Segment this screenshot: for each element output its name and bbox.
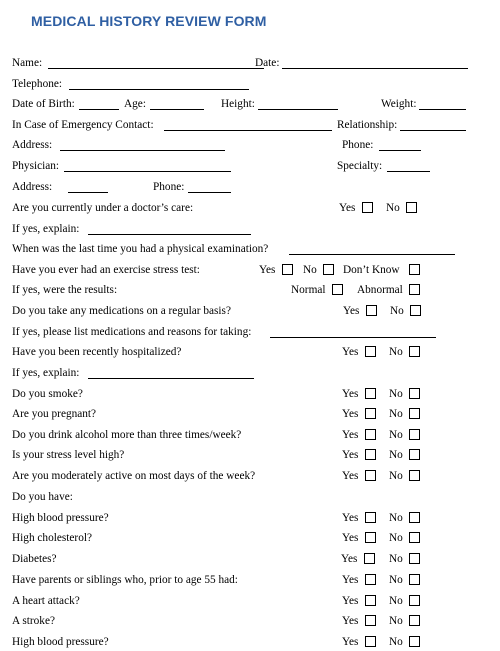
yes-checkbox[interactable] xyxy=(362,202,373,213)
yes-label: Yes xyxy=(339,202,356,214)
last-exam-field[interactable] xyxy=(289,254,455,255)
phone-field[interactable] xyxy=(379,150,421,151)
question-text: High cholesterol? xyxy=(12,532,92,544)
phone2-field[interactable] xyxy=(188,192,231,193)
yes-checkbox[interactable] xyxy=(365,388,376,399)
no-label: No xyxy=(389,346,403,358)
question-text: High blood pressure? xyxy=(12,636,109,648)
no-label: No xyxy=(389,615,403,627)
yes-checkbox[interactable] xyxy=(365,595,376,606)
row-telephone xyxy=(12,76,488,92)
question-text: If yes, were the results: xyxy=(12,284,118,296)
question-stress-level xyxy=(12,447,488,463)
question-text: Do you take any medications on a regular basis? xyxy=(12,305,231,317)
row-physician-specialty xyxy=(12,158,488,174)
address2-field[interactable] xyxy=(68,192,108,193)
abnormal-label: Abnormal xyxy=(357,284,403,296)
yes-checkbox[interactable] xyxy=(365,574,376,585)
no-checkbox[interactable] xyxy=(410,305,421,316)
no-label: No xyxy=(386,202,400,214)
yes-label: Yes xyxy=(259,264,276,276)
question-text: A stroke? xyxy=(12,615,55,627)
question-text: Have you been recently hospitalized? xyxy=(12,346,182,358)
question-alcohol xyxy=(12,427,488,443)
no-label: No xyxy=(303,264,317,276)
specialty-field[interactable] xyxy=(387,171,430,172)
row-name-date xyxy=(12,55,488,71)
no-checkbox[interactable] xyxy=(409,595,420,606)
age-label: Age: xyxy=(124,98,146,110)
name-field[interactable] xyxy=(48,68,264,69)
yes-label: Yes xyxy=(343,305,360,317)
yes-checkbox[interactable] xyxy=(366,305,377,316)
question-text: Are you pregnant? xyxy=(12,408,97,420)
address2-label: Address: xyxy=(12,181,53,193)
question-text: Are you moderately active on most days of the week? xyxy=(12,470,256,482)
phone2-label: Phone: xyxy=(153,181,185,193)
list-medications-label: If yes, please list medications and reasons for taking: xyxy=(12,326,252,338)
question-active xyxy=(12,468,488,484)
no-label: No xyxy=(389,636,403,648)
no-checkbox[interactable] xyxy=(409,429,420,440)
no-checkbox[interactable] xyxy=(409,532,420,543)
no-checkbox[interactable] xyxy=(409,636,420,647)
relationship-label: Relationship: xyxy=(337,119,398,131)
if-yes-explain-label: If yes, explain: xyxy=(12,367,80,379)
question-diabetes xyxy=(12,551,488,567)
question-text: Do you smoke? xyxy=(12,388,83,400)
date-field[interactable] xyxy=(282,68,468,69)
question-stroke xyxy=(12,613,488,629)
question-smoke xyxy=(12,386,488,402)
yes-checkbox[interactable] xyxy=(365,408,376,419)
name-label: Name: xyxy=(12,57,43,69)
last-exam-label: When was the last time you had a physical examination? xyxy=(12,243,269,255)
weight-field[interactable] xyxy=(419,109,466,110)
question-high-cholesterol xyxy=(12,530,488,546)
no-checkbox[interactable] xyxy=(406,202,417,213)
no-label: No xyxy=(389,553,403,565)
date-label: Date: xyxy=(255,57,280,69)
question-stress-test xyxy=(12,262,488,278)
yes-label: Yes xyxy=(342,449,359,461)
row-dob-age-height-weight xyxy=(12,96,488,112)
dont-know-label: Don’t Know xyxy=(343,264,400,276)
yes-label: Yes xyxy=(342,532,359,544)
abnormal-checkbox[interactable] xyxy=(409,284,420,295)
address-field[interactable] xyxy=(60,150,225,151)
yes-checkbox[interactable] xyxy=(365,512,376,523)
yes-label: Yes xyxy=(342,636,359,648)
no-label: No xyxy=(389,595,403,607)
no-checkbox[interactable] xyxy=(409,346,420,357)
row-if-yes-explain-1 xyxy=(12,221,488,237)
relationship-field[interactable] xyxy=(400,130,466,131)
yes-checkbox[interactable] xyxy=(364,553,375,564)
question-text: High blood pressure? xyxy=(12,512,109,524)
height-label: Height: xyxy=(221,98,255,110)
explain-field[interactable] xyxy=(88,234,251,235)
yes-checkbox[interactable] xyxy=(365,449,376,460)
row-address2-phone2 xyxy=(12,179,488,195)
row-list-medications xyxy=(12,324,488,340)
yes-label: Yes xyxy=(342,595,359,607)
no-checkbox[interactable] xyxy=(409,574,420,585)
no-label: No xyxy=(389,388,403,400)
physician-label: Physician: xyxy=(12,160,60,172)
form-title: MEDICAL HISTORY REVIEW FORM xyxy=(31,13,267,29)
do-you-have-label: Do you have: xyxy=(12,491,73,503)
row-emergency-contact xyxy=(12,117,488,133)
question-family-history xyxy=(12,572,488,588)
weight-label: Weight: xyxy=(381,98,417,110)
yes-label: Yes xyxy=(342,615,359,627)
yes-checkbox[interactable] xyxy=(365,470,376,481)
no-checkbox[interactable] xyxy=(409,553,420,564)
question-hospitalized xyxy=(12,344,488,360)
row-address-phone xyxy=(12,137,488,153)
question-text: Diabetes? xyxy=(12,553,57,565)
telephone-label: Telephone: xyxy=(12,78,63,90)
no-checkbox[interactable] xyxy=(323,264,334,275)
question-text: Is your stress level high? xyxy=(12,449,125,461)
age-field[interactable] xyxy=(150,109,204,110)
no-checkbox[interactable] xyxy=(409,449,420,460)
yes-checkbox[interactable] xyxy=(365,346,376,357)
normal-label: Normal xyxy=(291,284,326,296)
if-yes-explain-label: If yes, explain: xyxy=(12,223,80,235)
yes-label: Yes xyxy=(342,512,359,524)
yes-checkbox[interactable] xyxy=(365,532,376,543)
physician-field[interactable] xyxy=(64,171,231,172)
question-doctor-care xyxy=(12,200,488,216)
no-checkbox[interactable] xyxy=(409,408,420,419)
no-checkbox[interactable] xyxy=(409,470,420,481)
yes-label: Yes xyxy=(342,408,359,420)
question-high-bp xyxy=(12,510,488,526)
yes-label: Yes xyxy=(342,574,359,586)
emergency-contact-label: In Case of Emergency Contact: xyxy=(12,119,154,131)
dob-label: Date of Birth: xyxy=(12,98,75,110)
dont-know-checkbox[interactable] xyxy=(409,264,420,275)
address-label: Address: xyxy=(12,139,53,151)
no-label: No xyxy=(389,449,403,461)
question-pregnant xyxy=(12,406,488,422)
dob-field[interactable] xyxy=(79,109,119,110)
question-results xyxy=(12,282,488,298)
yes-label: Yes xyxy=(341,553,358,565)
yes-label: Yes xyxy=(342,470,359,482)
yes-checkbox[interactable] xyxy=(365,636,376,647)
yes-checkbox[interactable] xyxy=(282,264,293,275)
telephone-field[interactable] xyxy=(69,89,249,90)
yes-label: Yes xyxy=(342,346,359,358)
yes-label: Yes xyxy=(342,388,359,400)
row-last-exam xyxy=(12,241,488,257)
no-checkbox[interactable] xyxy=(409,615,420,626)
normal-checkbox[interactable] xyxy=(332,284,343,295)
question-heart-attack xyxy=(12,593,488,609)
question-text: Are you currently under a doctor’s care: xyxy=(12,202,194,214)
row-if-yes-explain-2 xyxy=(12,365,488,381)
question-text: Have you ever had an exercise stress test: xyxy=(12,264,200,276)
medications-field[interactable] xyxy=(270,337,436,338)
no-label: No xyxy=(390,305,404,317)
question-medications xyxy=(12,303,488,319)
yes-checkbox[interactable] xyxy=(365,615,376,626)
no-label: No xyxy=(389,408,403,420)
no-label: No xyxy=(389,574,403,586)
explain-field[interactable] xyxy=(88,378,254,379)
row-do-you-have xyxy=(12,489,488,505)
no-label: No xyxy=(389,532,403,544)
no-label: No xyxy=(389,429,403,441)
question-text: Do you drink alcohol more than three times/week? xyxy=(12,429,242,441)
question-text: A heart attack? xyxy=(12,595,80,607)
phone-label: Phone: xyxy=(342,139,374,151)
emergency-contact-field[interactable] xyxy=(164,130,332,131)
yes-label: Yes xyxy=(342,429,359,441)
no-checkbox[interactable] xyxy=(409,512,420,523)
question-text: Have parents or siblings who, prior to age 55 had: xyxy=(12,574,238,586)
specialty-label: Specialty: xyxy=(337,160,383,172)
yes-checkbox[interactable] xyxy=(365,429,376,440)
question-high-bp-2 xyxy=(12,634,488,650)
no-checkbox[interactable] xyxy=(409,388,420,399)
height-field[interactable] xyxy=(258,109,338,110)
no-label: No xyxy=(389,512,403,524)
no-label: No xyxy=(389,470,403,482)
